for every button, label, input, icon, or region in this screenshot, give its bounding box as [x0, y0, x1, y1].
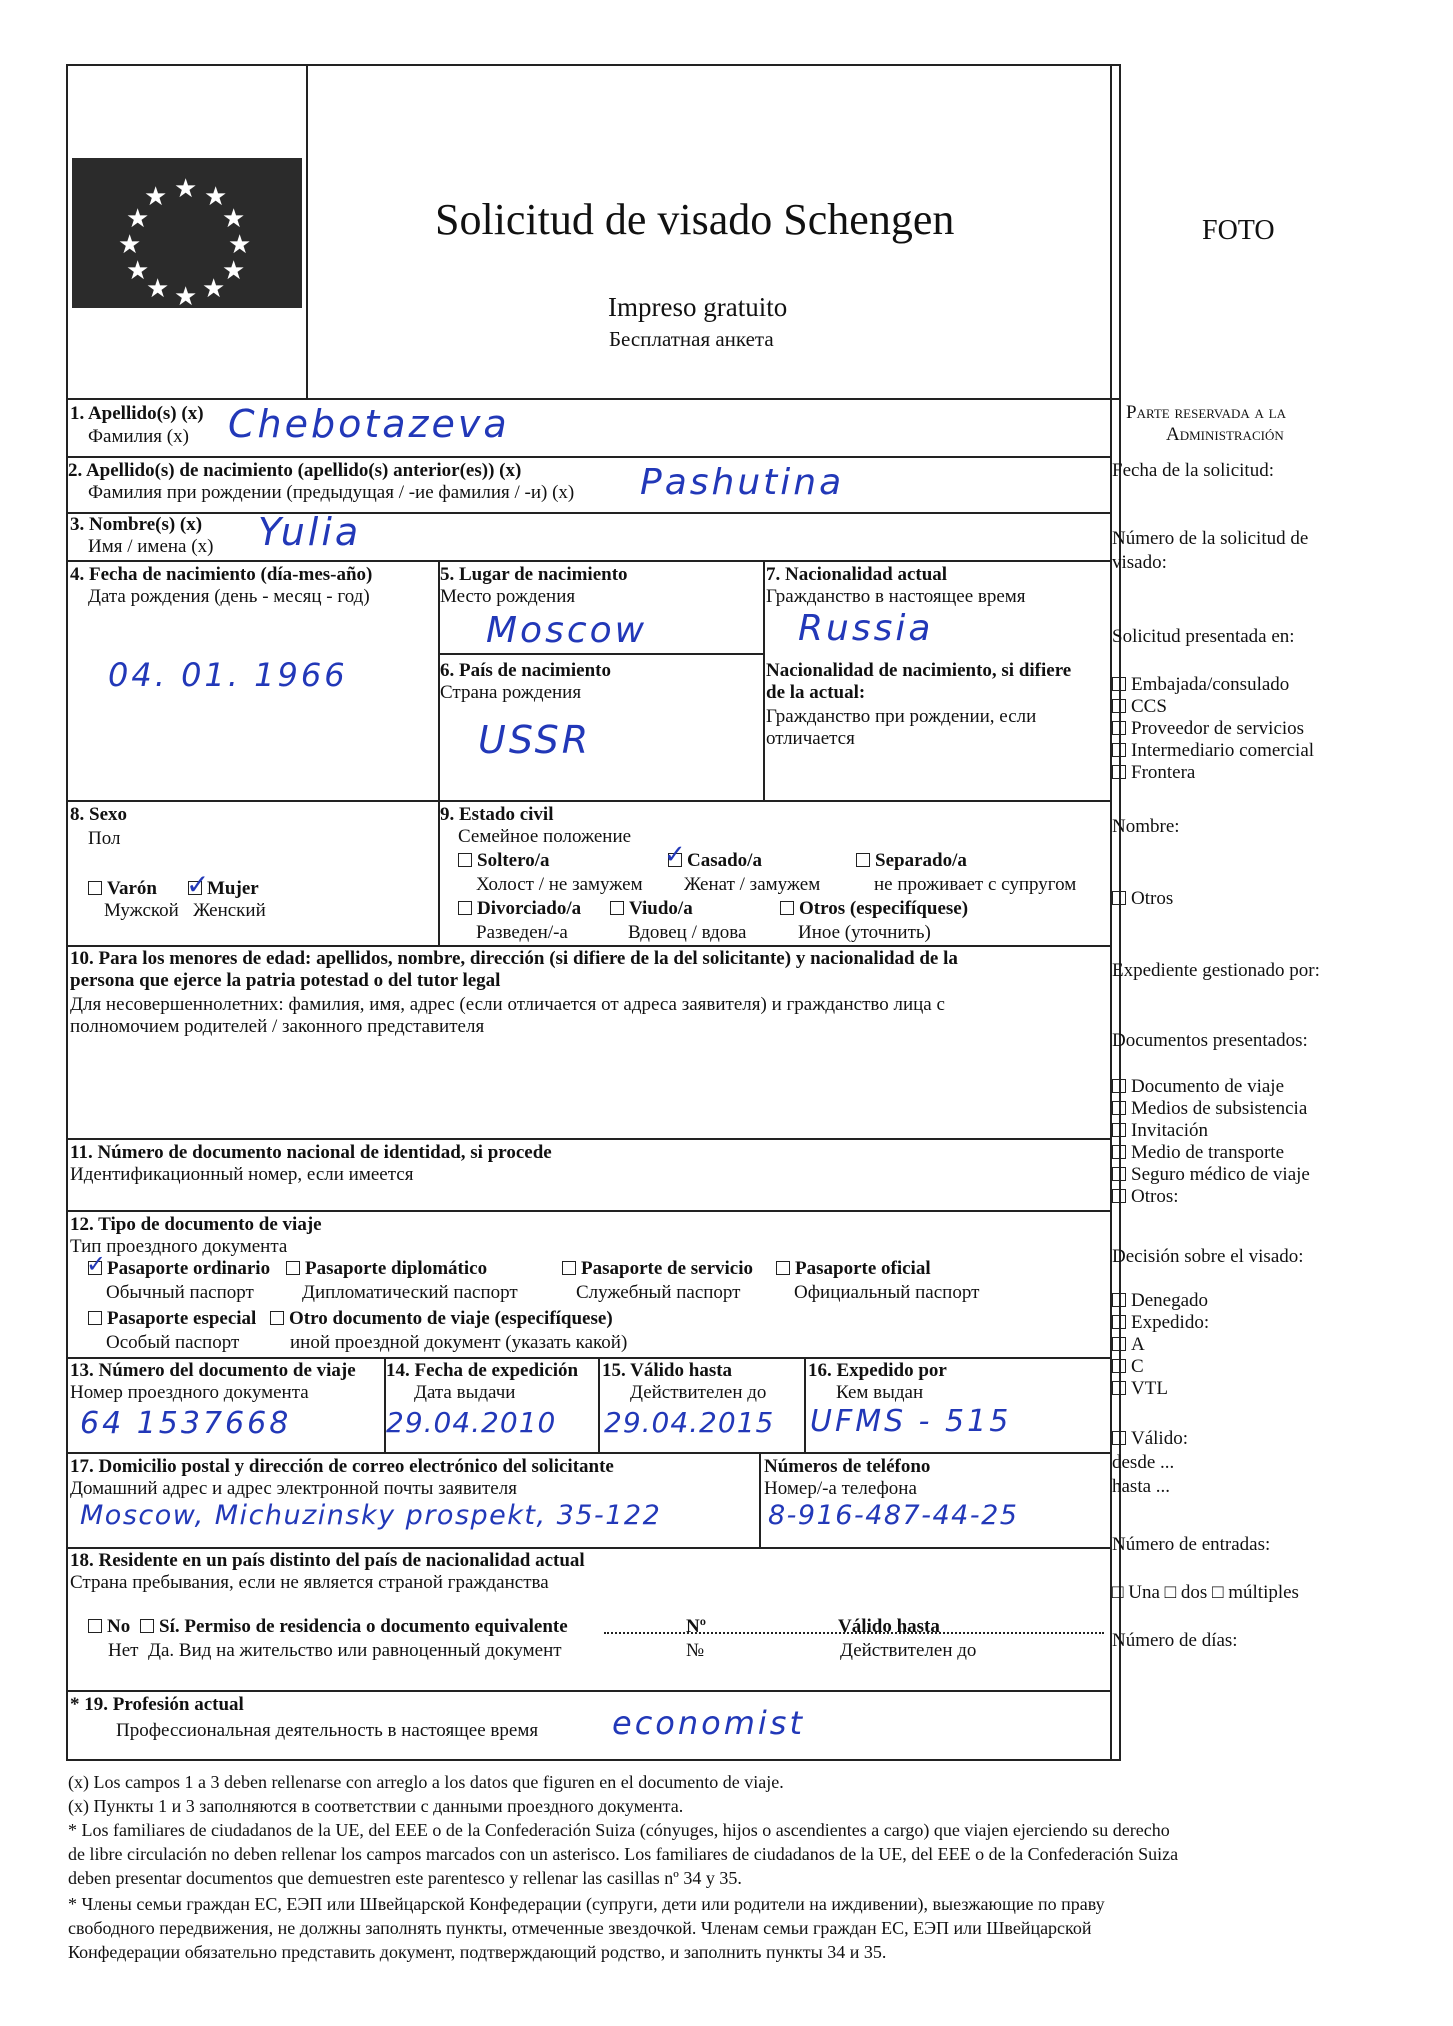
field-19-label-ru: Профессиональная деятельность в настоящее время [116, 1720, 539, 1741]
doc-other-label: Otro documento de viaje (especifíquese) [289, 1308, 613, 1329]
admin-expediente: Expediente gestionado por: [1112, 960, 1320, 981]
checkbox-icon [1112, 699, 1126, 713]
page-title: Solicitud de visado Schengen [435, 195, 955, 244]
civil-option-separated[interactable] [856, 850, 967, 872]
sex-male-label: Varón [107, 878, 157, 899]
field-16-label-ru: Кем выдан [836, 1382, 924, 1403]
footnote-8: Конфедерации обязательно представить документ, подтверждающий родство, и заполнить пункты 34 и 35. [68, 1942, 887, 1962]
checkbox-icon [1112, 1189, 1126, 1203]
doc-option-service[interactable] [562, 1258, 753, 1280]
admin-option[interactable] [1112, 674, 1314, 696]
admin-option-label: Documento de viaje [1131, 1076, 1285, 1097]
field-2-label-ru: Фамилия при рождении (предыдущая / -ие фамилия / -и) (x) [88, 482, 575, 503]
field-17-label-ru: Домашний адрес и адрес электронной почты заявителя [70, 1478, 517, 1499]
doc-ru-ordinary: Обычный паспорт [106, 1282, 254, 1303]
doc-ru-service: Служебный паспорт [576, 1282, 741, 1303]
civil-ru-married: Женат / замужем [684, 874, 821, 895]
birth-date-value[interactable]: 04. 01. 1966 [108, 656, 348, 694]
admin-option[interactable] [1112, 1312, 1209, 1334]
field-10-label-ru-2: полномочием родителей / законного представителя [70, 1016, 485, 1037]
civil-separated-label: Separado/a [875, 850, 967, 871]
birth-place-value[interactable]: Moscow [486, 610, 648, 651]
checkbox-icon [140, 1619, 154, 1633]
admin-option[interactable] [1112, 740, 1314, 762]
checkbox-icon [856, 853, 870, 867]
admin-otros-label: Otros [1131, 888, 1174, 909]
admin-option-label: Intermediario comercial [1131, 740, 1315, 761]
field-10-label-1: 10. Para los menores de edad: apellidos, nombre, dirección (si difiere de la del solicitante) y nacionalidad de la [70, 948, 958, 969]
doc-option-official[interactable] [776, 1258, 931, 1280]
checkbox-icon [562, 1261, 576, 1275]
sex-female-label: Mujer [207, 878, 259, 899]
field-7b-label-ru-1: Гражданство при рождении, если [766, 706, 1037, 727]
footnote-2: (x) Пункты 1 и 3 заполняются в соответствии с данными проездного документа. [68, 1796, 684, 1816]
checkbox-icon [1112, 1315, 1126, 1329]
checkbox-icon [88, 881, 102, 895]
residence-ru-yes: Да. Вид на жительство или равноценный документ [148, 1640, 562, 1661]
admin-option-label: Frontera [1131, 762, 1196, 783]
doc-option-diplomatic[interactable] [286, 1258, 487, 1280]
admin-option-label: Invitación [1131, 1120, 1209, 1141]
checkbox-icon [1112, 1167, 1126, 1181]
doc-option-ordinary[interactable] [88, 1258, 270, 1280]
checkbox-icon [1112, 1293, 1126, 1307]
admin-option-label: Medio de transporte [1131, 1142, 1285, 1163]
admin-title-2: Administración [1166, 424, 1284, 445]
admin-option-label: Proveedor de servicios [1131, 718, 1305, 739]
footnote-1: (x) Los campos 1 a 3 deben rellenarse con arreglo a los datos que figuren en el documento de viaje. [68, 1772, 784, 1792]
admin-option-label: Seguro médico de viaje [1131, 1164, 1310, 1185]
field-5-label-ru: Место рождения [440, 586, 576, 607]
doc-service-label: Pasaporte de servicio [581, 1258, 754, 1279]
field-8-label-ru: Пол [88, 828, 121, 849]
doc-diplomatic-label: Pasaporte diplomático [305, 1258, 488, 1279]
admin-option[interactable] [1112, 762, 1314, 784]
admin-option[interactable] [1112, 1098, 1310, 1120]
doc-option-other[interactable] [270, 1308, 613, 1330]
admin-option-label: VTL [1131, 1378, 1168, 1399]
residence-ru-valid: Действителен до [840, 1640, 977, 1661]
sex-options-ru: Мужской Женский [104, 900, 266, 921]
checkbox-icon [1112, 1431, 1126, 1445]
field-16-label: 16. Expedido por [808, 1360, 947, 1381]
admin-dias: Número de días: [1112, 1630, 1238, 1651]
checkbox-icon [286, 1261, 300, 1275]
field-1-label-ru: Фамилия (x) [88, 426, 189, 447]
eu-flag-icon: ★ ★ ★ ★ ★ ★ ★ ★ ★ ★ ★ ★ [72, 158, 302, 308]
checkbox-icon [1112, 677, 1126, 691]
checkbox-icon [1112, 1079, 1126, 1093]
field-15-label: 15. Válido hasta [602, 1360, 733, 1381]
field-8-label: 8. Sexo [70, 804, 127, 825]
admin-option[interactable] [1112, 1186, 1310, 1208]
residence-dotted-line [604, 1632, 1104, 1634]
admin-documentos: Documentos presentados: [1112, 1030, 1308, 1051]
doc-ru-diplomatic: Дипломатический паспорт [302, 1282, 518, 1303]
civil-divorced-label: Divorciado/a [477, 898, 582, 919]
field-11-label-ru: Идентификационный номер, если имеется [70, 1164, 414, 1185]
admin-decision: Decisión sobre el visado: [1112, 1246, 1304, 1267]
admin-entradas-options[interactable]: □ Una □ dos □ múltiples [1112, 1582, 1299, 1603]
admin-desde: desde ... [1112, 1452, 1175, 1473]
admin-title-1: Parte reservada a la [1126, 402, 1286, 423]
field-7-label: 7. Nacionalidad actual [766, 564, 948, 585]
residence-number-label: Nº [686, 1616, 706, 1637]
field-7b-label-ru-2: отличается [766, 728, 855, 749]
nationality-value[interactable]: Russia [798, 608, 934, 649]
civil-other-label: Otros (especifíquese) [799, 898, 969, 919]
sex-option-male[interactable] [88, 878, 157, 900]
field-5-label: 5. Lugar de nacimiento [440, 564, 628, 585]
civil-ru-widowed: Вдовец / вдова [628, 922, 747, 943]
checkbox-icon [88, 1619, 102, 1633]
issued-by-value[interactable]: UFMS - 515 [810, 1404, 1012, 1439]
residence-ru-number: № [686, 1640, 705, 1661]
doc-ru-official: Официальный паспорт [794, 1282, 980, 1303]
field-18-label-ru: Страна пребывания, если не является страной гражданства [70, 1572, 549, 1593]
checkbox-icon [1112, 743, 1126, 757]
field-18-label: 18. Residente en un país distinto del país de nacionalidad actual [70, 1550, 585, 1571]
civil-ru-separated: не проживает с супругом [874, 874, 1077, 895]
admin-option[interactable] [1112, 718, 1314, 740]
admin-option[interactable] [1112, 1356, 1209, 1378]
civil-option-widowed[interactable] [610, 898, 693, 920]
admin-option-label: A [1131, 1334, 1145, 1355]
field-15-label-ru: Действителен до [630, 1382, 767, 1403]
birth-surname-value[interactable]: Pashutina [640, 462, 845, 503]
civil-option-other[interactable] [780, 898, 968, 920]
admin-option-label: Medios de subsistencia [1131, 1098, 1308, 1119]
birth-country-value[interactable]: USSR [478, 718, 592, 762]
first-name-value[interactable]: Yulia [258, 510, 362, 554]
checkbox-icon [458, 901, 472, 915]
checkbox-icon [1112, 1145, 1126, 1159]
field-2-label: 2. Apellido(s) de nacimiento (apellido(s) anterior(es)) (x) [68, 460, 522, 481]
address-value[interactable]: Moscow, Michuzinsky prospekt, 35-122 [80, 1500, 662, 1531]
admin-option[interactable] [1112, 696, 1314, 718]
footnote-6: * Члены семьи граждан ЕС, ЕЭП или Швейцарской Конфедерации (супруги, дети или родители на иждивении), выезжающие по праву [68, 1894, 1105, 1914]
field-13-label-ru: Номер проездного документа [70, 1382, 309, 1403]
checkbox-icon [1112, 1101, 1126, 1115]
admin-option[interactable] [1112, 1120, 1310, 1142]
subtitle-ru: Бесплатная анкета [609, 327, 774, 351]
doc-special-label: Pasaporte especial [107, 1308, 257, 1329]
checkbox-icon [1112, 1381, 1126, 1395]
civil-ru-divorced: Разведен/-а [476, 922, 568, 943]
checkbox-icon [458, 853, 472, 867]
admin-presentada-options [1112, 674, 1314, 784]
doc-ordinary-label: Pasaporte ordinario [107, 1258, 271, 1279]
field-7b-label-1: Nacionalidad de nacimiento, si difiere [766, 660, 1072, 681]
admin-option-label: Denegado [1131, 1290, 1209, 1311]
field-1-label: 1. Apellido(s) (x) [70, 403, 204, 424]
field-14-label: 14. Fecha de expedición [386, 1360, 579, 1381]
admin-numero-2: visado: [1112, 552, 1167, 573]
field-17-label: 17. Domicilio postal y dirección de correo electrónico del solicitante [70, 1456, 614, 1477]
civil-widowed-label: Viudo/a [629, 898, 693, 919]
admin-option-label: Embajada/consulado [1131, 674, 1290, 695]
field-12-label: 12. Tipo de documento de viaje [70, 1214, 322, 1235]
photo-label: FOTO [1202, 215, 1275, 246]
footnote-4: de libre circulación no deben rellenar los campos marcados con un asterisco. Los familiares de ciudadanos de la UE, del EEE o de la Confederación Suiza [68, 1844, 1179, 1864]
checkmark-icon: ✓ [664, 840, 686, 870]
field-6-label-ru: Страна рождения [440, 682, 582, 703]
checkbox-icon [776, 1261, 790, 1275]
civil-married-label: Casado/a [687, 850, 762, 871]
admin-entradas: Número de entradas: [1112, 1534, 1271, 1555]
civil-ru-single: Холост / не замужем [476, 874, 643, 895]
residence-option-yes[interactable] [140, 1616, 568, 1638]
field-4-label: 4. Fecha de nacimiento (día-mes-año) [70, 564, 373, 585]
doc-official-label: Pasaporte oficial [795, 1258, 931, 1279]
admin-option[interactable] [1112, 1290, 1209, 1312]
civil-option-divorced[interactable] [458, 898, 581, 920]
field-13-label: 13. Número del documento de viaje [70, 1360, 356, 1381]
checkmark-icon: ✓ [86, 1250, 107, 1278]
field-10-label-2: persona que ejerce la patria potestad o del tutor legal [70, 970, 501, 991]
admin-valido-label: Válido: [1131, 1428, 1188, 1449]
field-4-label-ru: Дата рождения (день - месяц - год) [88, 586, 370, 607]
field-19-label: * 19. Profesión actual [70, 1694, 244, 1715]
field-7-label-ru: Гражданство в настоящее время [766, 586, 1026, 607]
checkbox-icon [1112, 721, 1126, 735]
field-11-label: 11. Número de documento nacional de identidad, si procede [70, 1142, 552, 1163]
admin-option-label: Otros: [1131, 1186, 1179, 1207]
doc-ru-special: Особый паспорт [106, 1332, 240, 1353]
admin-otros[interactable] [1112, 888, 1173, 910]
footnote-7: свободного передвижения, не должны заполнять пункты, отмеченные звездочкой. Членам семьи граждан ЕС, ЕЭП или Швейцарской [68, 1918, 1092, 1938]
residence-yes-label: Sí. Permiso de residencia o documento equivalente [159, 1616, 568, 1637]
residence-valid-label: Válido hasta [838, 1616, 940, 1637]
phone-label-ru: Номер/-а телефона [764, 1478, 917, 1499]
checkbox-icon [1112, 1337, 1126, 1351]
checkbox-icon [780, 901, 794, 915]
field-9-label: 9. Estado civil [440, 804, 554, 825]
surname-value[interactable]: Chebotazeva [228, 402, 510, 446]
footnote-3: * Los familiares de ciudadanos de la UE, del EEE o de la Confederación Suiza (cónyuges, hijos o ascendientes a cargo) que viajen ejerciendo su derecho [68, 1820, 1170, 1840]
checkbox-icon [1112, 1359, 1126, 1373]
admin-decision-options [1112, 1290, 1209, 1400]
field-9-label-ru: Семейное положение [458, 826, 632, 847]
doc-option-special[interactable] [88, 1308, 256, 1330]
checkbox-icon [1112, 1123, 1126, 1137]
admin-nombre: Nombre: [1112, 816, 1180, 837]
checkbox-icon [88, 1311, 102, 1325]
civil-single-label: Soltero/a [477, 850, 550, 871]
admin-hasta: hasta ... [1112, 1476, 1171, 1497]
admin-option-label: C [1131, 1356, 1144, 1377]
checkbox-icon [1112, 765, 1126, 779]
admin-fecha: Fecha de la solicitud: [1112, 460, 1274, 481]
admin-presentada: Solicitud presentada en: [1112, 626, 1295, 647]
admin-option[interactable] [1112, 1076, 1310, 1098]
phone-label: Números de teléfono [764, 1456, 931, 1477]
admin-documentos-options [1112, 1076, 1310, 1208]
admin-option[interactable] [1112, 1378, 1209, 1400]
checkbox-icon [610, 901, 624, 915]
footnote-5: deben presentar documentos que demuestren este parentesco y rellenar las casillas nº 34 y 35. [68, 1868, 742, 1888]
field-12-label-ru: Тип проездного документа [70, 1236, 288, 1257]
field-7b-label-2: de la actual: [766, 682, 866, 703]
expiry-date-value[interactable]: 29.04.2015 [604, 1406, 775, 1439]
civil-ru-other: Иное (уточнить) [798, 922, 931, 943]
field-6-label: 6. País de nacimiento [440, 660, 611, 681]
field-3-label-ru: Имя / имена (x) [88, 536, 214, 557]
document-number-value[interactable]: 64 1537668 [80, 1406, 292, 1441]
field-3-label: 3. Nombre(s) (x) [70, 514, 203, 535]
admin-option[interactable] [1112, 1334, 1209, 1356]
admin-option[interactable] [1112, 1164, 1310, 1186]
profession-value[interactable]: economist [612, 1704, 805, 1742]
checkbox-icon [270, 1311, 284, 1325]
subtitle: Impreso gratuito [608, 292, 788, 322]
field-14-label-ru: Дата выдачи [414, 1382, 516, 1403]
phone-value[interactable]: 8-916-487-44-25 [768, 1500, 1019, 1531]
residence-no-label: No [107, 1616, 131, 1637]
residence-option-no[interactable] [88, 1616, 130, 1638]
doc-ru-other: иной проездной документ (указать какой) [290, 1332, 628, 1353]
field-10-label-ru-1: Для несовершеннолетних: фамилия, имя, адрес (если отличается от адреса заявителя) и гражданство лица с [70, 994, 945, 1015]
admin-valido[interactable] [1112, 1428, 1188, 1450]
issue-date-value[interactable]: 29.04.2010 [386, 1406, 557, 1439]
admin-option-label: CCS [1131, 696, 1167, 717]
admin-numero-1: Número de la solicitud de [1112, 528, 1309, 549]
checkbox-icon [1112, 891, 1126, 905]
residence-ru-no: Нет [108, 1640, 139, 1661]
checkmark-icon: ✓ [186, 868, 210, 901]
admin-option[interactable] [1112, 1142, 1310, 1164]
admin-option-label: Expedido: [1131, 1312, 1210, 1333]
civil-option-single[interactable] [458, 850, 549, 872]
